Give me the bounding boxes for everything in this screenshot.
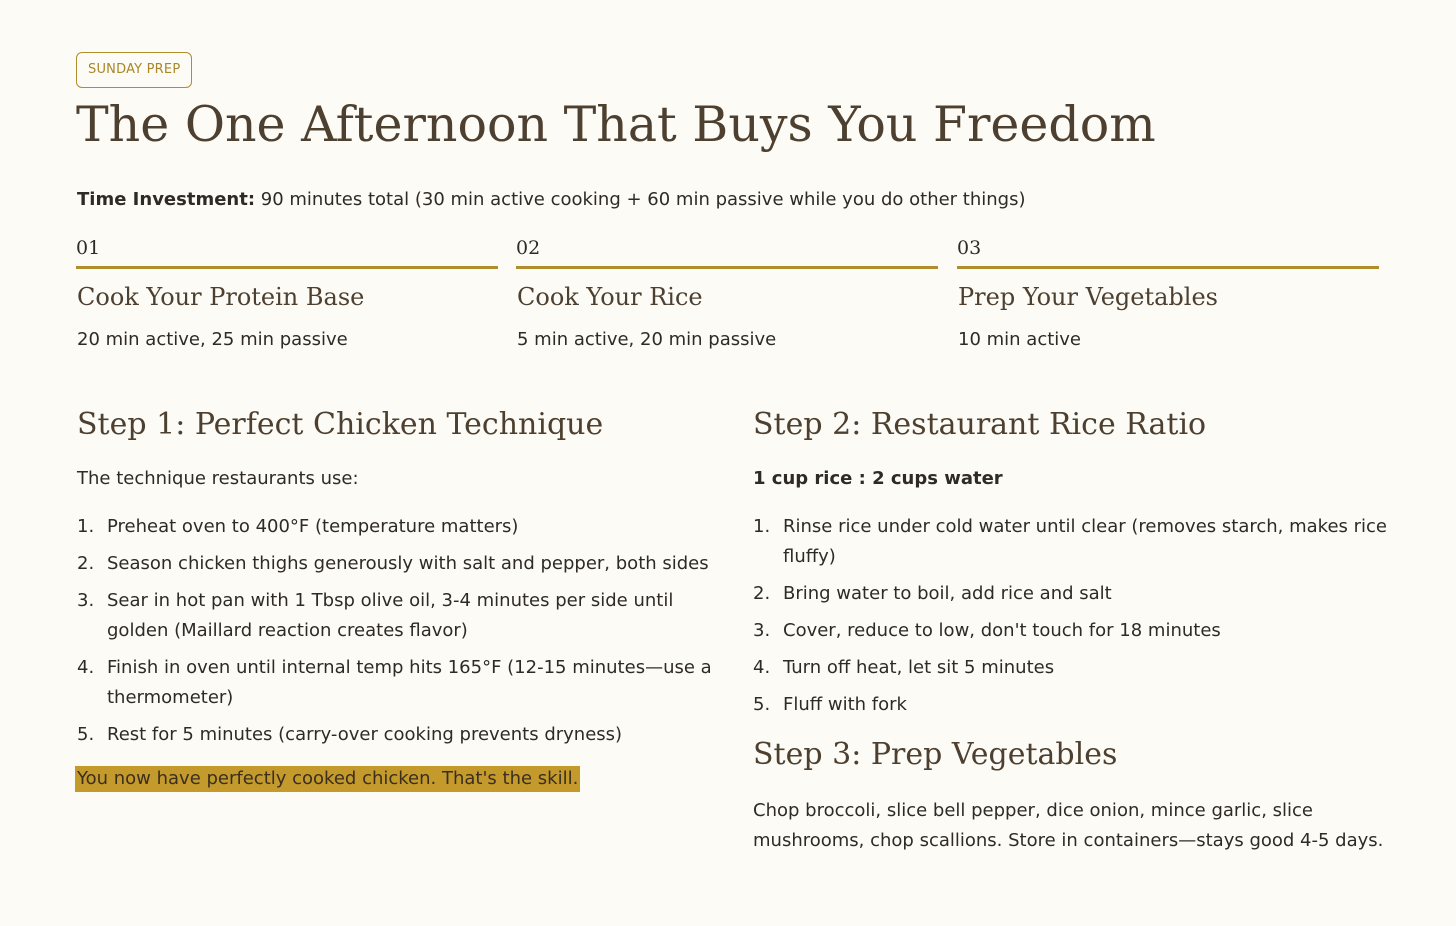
list-number: 2. xyxy=(753,583,771,604)
list-text: Season chicken thighs generously with salt and pepper, both sides xyxy=(107,553,709,574)
stage-card-2 xyxy=(516,234,938,353)
list-number: 4. xyxy=(77,657,95,678)
list-item xyxy=(77,720,717,750)
list-item xyxy=(753,690,1393,720)
stage-time: 10 min active xyxy=(958,329,1082,350)
stage-title: Cook Your Protein Base xyxy=(77,283,365,311)
list-text: Rest for 5 minutes (carry-over cooking prevents dryness) xyxy=(107,724,623,745)
stage-number: 03 xyxy=(957,237,982,259)
category-tag: SUNDAY PREP xyxy=(76,52,192,88)
step1-list xyxy=(77,512,717,750)
time-investment-label: Time Investment: xyxy=(77,189,256,210)
step1-intro: The technique restaurants use: xyxy=(77,468,359,489)
list-number: 3. xyxy=(753,620,771,641)
rice-ratio xyxy=(753,466,1393,492)
list-item xyxy=(77,512,717,542)
list-text: Preheat oven to 400°F (temperature matters) xyxy=(107,516,519,537)
list-item xyxy=(753,579,1393,609)
list-text: Finish in oven until internal temp hits 165°F (12-15 minutes—use a thermometer) xyxy=(107,657,712,708)
stage-divider xyxy=(76,266,498,269)
stage-title: Prep Your Vegetables xyxy=(958,283,1218,311)
stage-divider xyxy=(957,266,1379,269)
list-text: Bring water to boil, add rice and salt xyxy=(783,583,1112,604)
list-text: Rinse rice under cold water until clear (removes starch, makes rice fluffy) xyxy=(783,516,1387,567)
stage-title: Cook Your Rice xyxy=(517,283,703,311)
time-investment-text: 90 minutes total (30 min active cooking + 60 min passive while you do other things) xyxy=(255,189,1026,210)
list-item xyxy=(77,586,717,646)
list-number: 1. xyxy=(753,516,771,537)
stage-card-3 xyxy=(957,234,1379,353)
list-number: 1. xyxy=(77,516,95,537)
list-number: 5. xyxy=(77,724,95,745)
stage-number: 01 xyxy=(76,237,101,259)
stage-time: 5 min active, 20 min passive xyxy=(517,329,777,350)
list-item xyxy=(77,549,717,579)
rice-ratio-text: 1 cup rice : 2 cups water xyxy=(753,468,1003,489)
step1-heading: Step 1: Perfect Chicken Technique xyxy=(77,407,604,442)
step2-section xyxy=(753,404,1393,856)
page-title: The One Afternoon That Buys You Freedom xyxy=(76,96,1156,153)
list-text: Fluff with fork xyxy=(783,694,907,715)
stage-time: 20 min active, 25 min passive xyxy=(77,329,348,350)
list-number: 2. xyxy=(77,553,95,574)
list-text: Cover, reduce to low, don't touch for 18 minutes xyxy=(783,620,1221,641)
list-number: 3. xyxy=(77,590,95,611)
list-text: Turn off heat, let sit 5 minutes xyxy=(783,657,1055,678)
step2-list xyxy=(753,512,1393,720)
list-item xyxy=(77,653,717,713)
list-item xyxy=(753,512,1393,572)
list-item xyxy=(753,653,1393,683)
step1-section xyxy=(77,404,717,792)
time-investment xyxy=(77,187,1026,213)
step3-paragraph: Chop broccoli, slice bell pepper, dice onion, mince garlic, slice mushrooms, chop scallions. Store in containers—stays good 4-5 days. xyxy=(753,800,1384,851)
step2-heading: Step 2: Restaurant Rice Ratio xyxy=(753,407,1207,442)
stage-number: 02 xyxy=(516,237,541,259)
stage-divider xyxy=(516,266,938,269)
list-number: 5. xyxy=(753,694,771,715)
list-text: Sear in hot pan with 1 Tbsp olive oil, 3-4 minutes per side until golden (Maillard reaction creates flavor) xyxy=(107,590,674,641)
list-number: 4. xyxy=(753,657,771,678)
stage-card-1 xyxy=(76,234,498,353)
highlight-callout: You now have perfectly cooked chicken. That's the skill. xyxy=(75,766,580,792)
step3-heading: Step 3: Prep Vegetables xyxy=(753,737,1118,772)
list-item xyxy=(753,616,1393,646)
